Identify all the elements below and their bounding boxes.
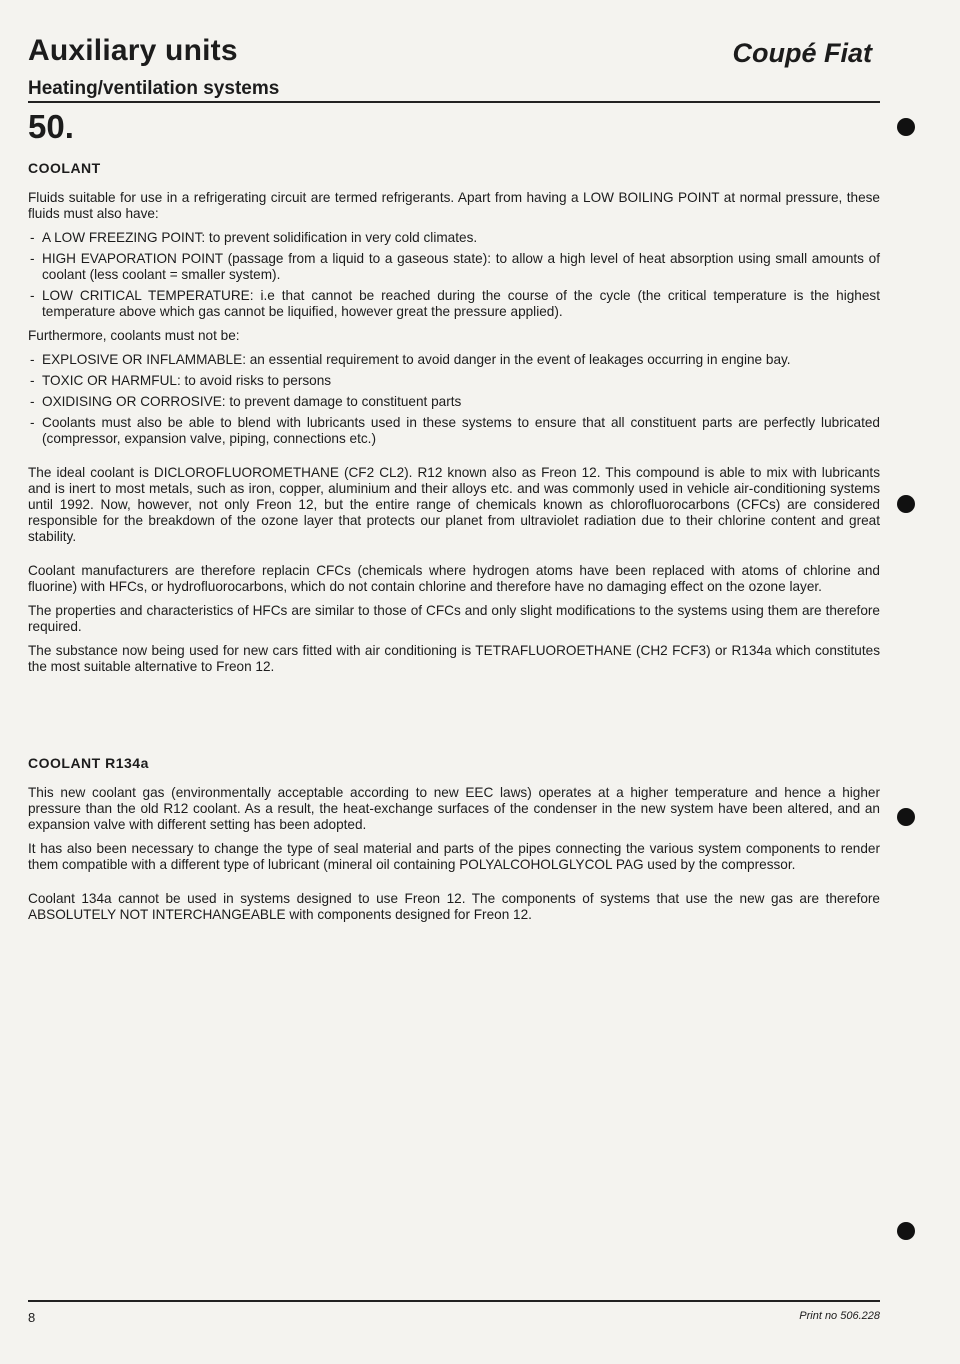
list-item: - EXPLOSIVE OR INFLAMMABLE: an essential requirement to avoid danger in the event of leakages occurring in engine bay. [28, 352, 880, 368]
must-not-list [28, 352, 880, 447]
paragraph-furthermore: Furthermore, coolants must not be: [28, 328, 240, 343]
binding-hole-2 [897, 495, 915, 513]
paragraph: The substance now being used for new cars fitted with air conditioning is TETRAFLUOROETHANE (CH2 FCF3) or R134a which constitutes the most suitable alternative to Freon 12. [28, 643, 880, 674]
paragraph: The ideal coolant is DICLOROFLUOROMETHANE (CF2 CL2). R12 known also as Freon 12. This compound is able to mix with lubricants and is inert to most metals, such as iron, copper, aluminium and their alloys etc. and was commonly used in vehicle air-conditioning systems until 1992. Now, however, not only Freon 12, but the entire range of chemicals known as chlorofluorocarbons (CFCs) are considered responsible for the breakdown of the ozone layer that protects our planet from ultraviolet radiation due to their chlorine content and great stability. [28, 465, 880, 544]
section-heading-coolant-r134a: COOLANT R134a [28, 755, 149, 771]
brand-title: Coupé Fiat [732, 38, 872, 68]
print-reference: Print no 506.228 [799, 1310, 880, 1322]
must-have-list [28, 230, 880, 320]
list-item: - A LOW FREEZING POINT: to prevent solidification in very cold climates. [28, 230, 880, 246]
footer-rule [28, 1300, 880, 1302]
list-item: - OXIDISING OR CORROSIVE: to prevent damage to constituent parts [28, 394, 880, 410]
header-rule [28, 101, 880, 103]
binding-hole-3 [897, 808, 915, 826]
list-item: - Coolants must also be able to blend with lubricants used in these systems to ensure that all constituent parts are perfectly lubricated (compressor, expansion valve, piping, connections etc.) [28, 415, 880, 447]
page-number: 8 [28, 1310, 36, 1325]
document-body [28, 160, 880, 931]
page-subtitle: Heating/ventilation systems [28, 78, 280, 99]
paragraph: It has also been necessary to change the type of seal material and parts of the pipes connecting the various system components to render them compatible with a different type of lubricant (mineral oil containing POLYALCOHOLGLYCOL PAG used by the compressor. [28, 841, 880, 872]
list-item: - HIGH EVAPORATION POINT (passage from a liquid to a gaseous state): to allow a high level of heat absorption using small amounts of coolant (less coolant = smaller system). [28, 251, 880, 283]
paragraph: The properties and characteristics of HFCs are similar to those of CFCs and only slight modifications to the systems using them are therefore required. [28, 603, 880, 634]
paragraph-intro: Fluids suitable for use in a refrigerating circuit are termed refrigerants. Apart from having a LOW BOILING POINT at normal pressure, these fluids must also have: [28, 190, 880, 221]
page-title: Auxiliary units [28, 34, 238, 67]
section-number: 50. [28, 108, 74, 145]
binding-hole-4 [897, 1222, 915, 1240]
list-item: - TOXIC OR HARMFUL: to avoid risks to persons [28, 373, 880, 389]
paragraph: This new coolant gas (environmentally acceptable according to new EEC laws) operates at a higher temperature and hence a higher pressure than the old R12 coolant. As a result, the heat-exchange surfaces of the condenser in the new system have been altered, and an expansion valve with different setting has been adopted. [28, 785, 880, 832]
paragraph: Coolant manufacturers are therefore replacin CFCs (chemicals where hydrogen atoms have been replaced with atoms of chlorine and fluorine) with HFCs, or hydrofluorocarbons, which do not contain chlorine and therefore have no damaging effect on the ozone layer. [28, 563, 880, 594]
binding-hole-1 [897, 118, 915, 136]
list-item: - LOW CRITICAL TEMPERATURE: i.e that cannot be reached during the course of the cycle (the critical temperature is the highest temperature above which gas cannot be liquified, however great the pressure applied). [28, 288, 880, 320]
paragraph: Coolant 134a cannot be used in systems designed to use Freon 12. The components of systems that use the new gas are therefore ABSOLUTELY NOT INTERCHANGEABLE with components designed for Freon 12. [28, 891, 880, 922]
section-heading-coolant: COOLANT [28, 160, 101, 176]
